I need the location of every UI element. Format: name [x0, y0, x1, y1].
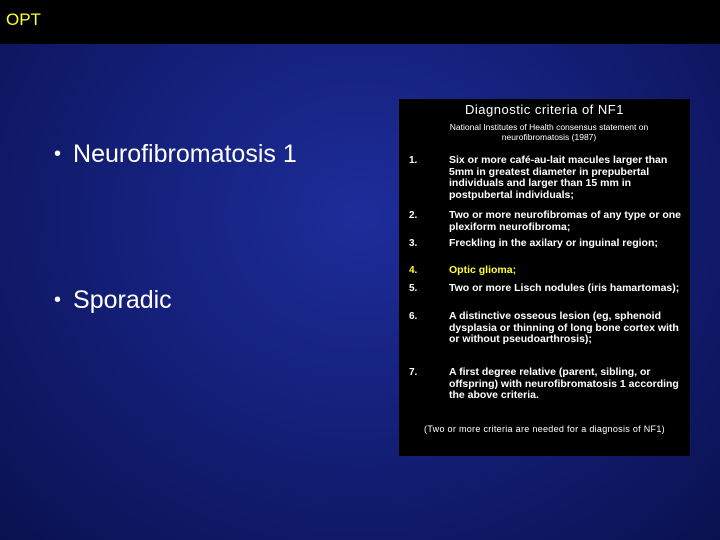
criterion-number: 6.	[409, 311, 418, 322]
bullet-label: Neurofibromatosis 1	[73, 140, 297, 168]
criterion-text: Six or more café-au-lait macules larger than 5mm in greatest diameter in prepubertal individuals and larger than 15 mm in postpubertal individuals;	[449, 154, 668, 201]
criteria-panel	[399, 99, 690, 456]
criterion-number: 7.	[409, 367, 418, 378]
bullet-item	[54, 140, 297, 169]
panel-subtitle: National Institutes of Health consensus statement on neurofibromatosis (1987)	[449, 122, 649, 142]
bullet-label: Sporadic	[73, 286, 172, 314]
criterion-number: 5.	[409, 283, 418, 294]
criterion-text-highlighted: Optic glioma;	[449, 264, 517, 276]
panel-note: (Two or more criteria are needed for a diagnosis of NF1)	[424, 424, 665, 434]
title-bar	[0, 0, 720, 44]
criterion-number: 4.	[409, 265, 418, 276]
bullet-dot-icon: •	[54, 143, 62, 165]
bullet-item	[54, 286, 172, 315]
criterion-text: A distinctive osseous lesion (eg, sphenoid dysplasia or thinning of long bone cortex with or without pseudoarthrosis);	[449, 310, 679, 345]
criterion-number: 2.	[409, 210, 418, 221]
criterion-text: Freckling in the axilary or inguinal region;	[449, 237, 658, 249]
slide-title: OPT	[6, 10, 41, 29]
criterion-text: A first degree relative (parent, sibling, or offspring) with neurofibromatosis 1 according the above criteria.	[449, 366, 679, 401]
criterion-number: 3.	[409, 238, 418, 249]
criterion-text: Two or more Lisch nodules (iris hamartomas);	[449, 282, 680, 294]
bullet-dot-icon: •	[54, 289, 62, 311]
panel-title: Diagnostic criteria of NF1	[465, 102, 624, 117]
criterion-text: Two or more neurofibromas of any type or one plexiform neurofibroma;	[449, 209, 681, 233]
criterion-number: 1.	[409, 155, 418, 166]
